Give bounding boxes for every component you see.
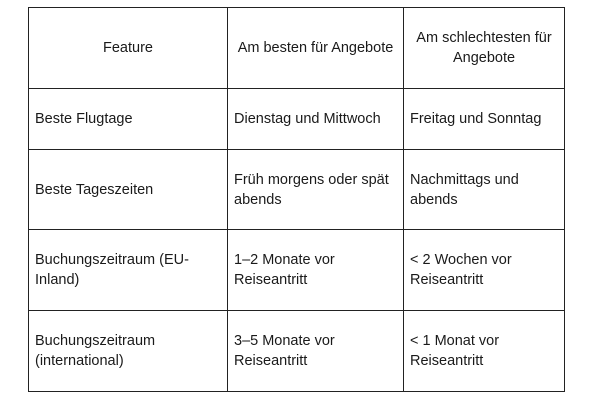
row-label: Beste Flugtage [29, 89, 228, 150]
best-cell: 1–2 Monate vor Reiseantritt [228, 230, 404, 311]
table-row [29, 230, 565, 311]
row-label: Beste Tageszeiten [29, 150, 228, 230]
best-cell: Dienstag und Mittwoch [228, 89, 404, 150]
header-feature: Feature [29, 8, 228, 89]
table-row [29, 311, 565, 392]
worst-cell: Nachmittags und abends [404, 150, 565, 230]
best-cell: Früh morgens oder spät abends [228, 150, 404, 230]
row-label: Buchungszeitraum (international) [29, 311, 228, 392]
table-body [29, 89, 565, 392]
table-row [29, 150, 565, 230]
table-header [29, 8, 565, 89]
best-cell: 3–5 Monate vor Reiseantritt [228, 311, 404, 392]
worst-cell: < 2 Wochen vor Reiseantritt [404, 230, 565, 311]
row-label: Buchungszeitraum (EU-Inland) [29, 230, 228, 311]
comparison-table [28, 7, 565, 392]
header-worst-for-deals: Am schlechtesten für Angebote [404, 8, 565, 89]
worst-cell: < 1 Monat vor Reiseantritt [404, 311, 565, 392]
header-best-for-deals: Am besten für Angebote [228, 8, 404, 89]
header-row [29, 8, 565, 89]
table-row [29, 89, 565, 150]
worst-cell: Freitag und Sonntag [404, 89, 565, 150]
